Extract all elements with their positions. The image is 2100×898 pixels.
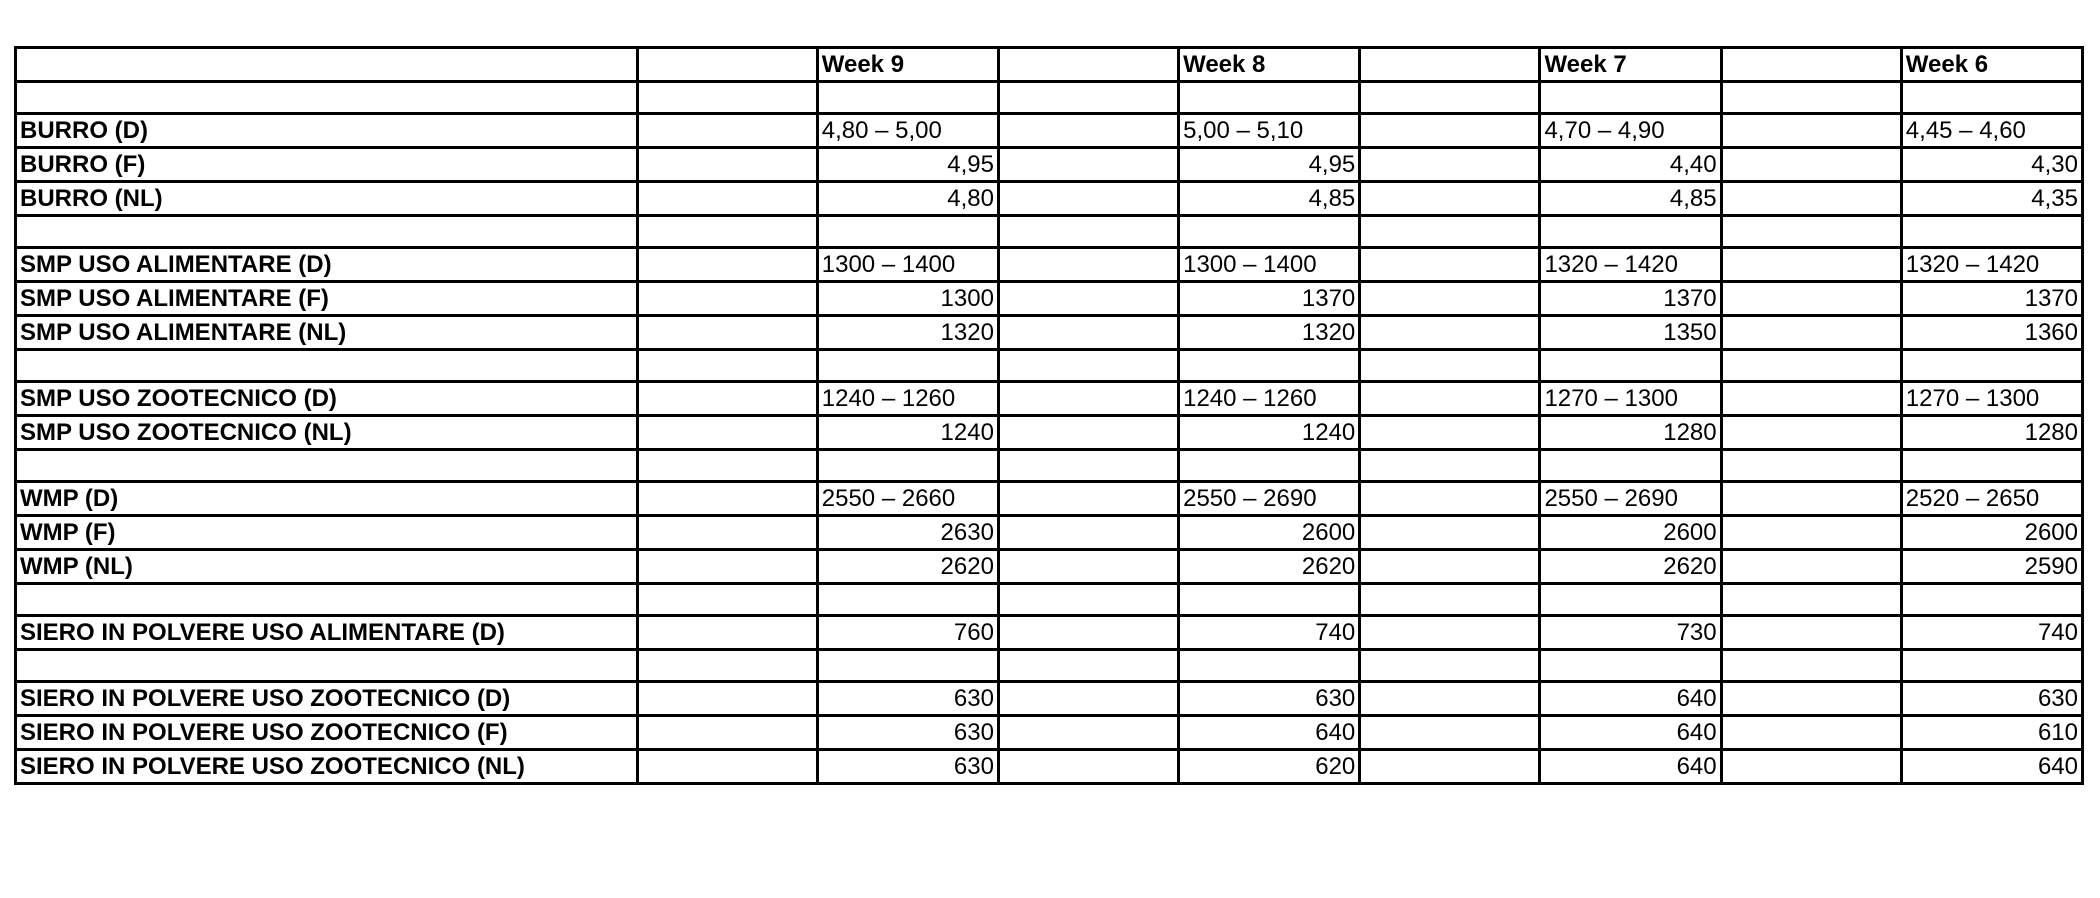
table-row xyxy=(16,114,2083,148)
price-cell: 640 xyxy=(1540,682,1721,716)
table-row xyxy=(16,248,2083,282)
gap-cell xyxy=(637,114,817,148)
gap-cell xyxy=(1360,516,1540,550)
header-gap-cell xyxy=(1360,48,1540,82)
price-cell: 2630 xyxy=(817,516,998,550)
empty-cell xyxy=(16,82,638,114)
price-cell: 730 xyxy=(1540,616,1721,650)
price-cell: 1270 – 1300 xyxy=(1540,382,1721,416)
empty-cell xyxy=(1901,82,2082,114)
empty-cell xyxy=(1360,584,1540,616)
gap-cell xyxy=(1360,248,1540,282)
gap-cell xyxy=(1721,282,1901,316)
gap-cell xyxy=(637,516,817,550)
product-label: SMP USO ZOOTECNICO (NL) xyxy=(16,416,638,450)
gap-cell xyxy=(998,516,1178,550)
empty-cell xyxy=(998,450,1178,482)
empty-cell xyxy=(1901,216,2082,248)
empty-cell xyxy=(1179,216,1360,248)
price-cell: 640 xyxy=(1901,750,2082,784)
gap-cell xyxy=(637,482,817,516)
empty-cell xyxy=(1179,82,1360,114)
price-cell: 2600 xyxy=(1901,516,2082,550)
gap-cell xyxy=(998,182,1178,216)
empty-cell xyxy=(998,584,1178,616)
table-row xyxy=(16,516,2083,550)
gap-cell xyxy=(1721,416,1901,450)
product-label: SIERO IN POLVERE USO ZOOTECNICO (F) xyxy=(16,716,638,750)
gap-cell xyxy=(637,148,817,182)
price-cell: 1240 xyxy=(817,416,998,450)
gap-cell xyxy=(998,248,1178,282)
empty-cell xyxy=(817,350,998,382)
empty-cell xyxy=(1721,450,1901,482)
empty-cell xyxy=(1721,82,1901,114)
price-cell: 4,35 xyxy=(1901,182,2082,216)
table-row xyxy=(16,682,2083,716)
price-cell: 1370 xyxy=(1540,282,1721,316)
gap-cell xyxy=(998,682,1178,716)
gap-cell xyxy=(637,316,817,350)
gap-cell xyxy=(1360,282,1540,316)
gap-cell xyxy=(1360,550,1540,584)
table-row xyxy=(16,282,2083,316)
price-cell: 2520 – 2650 xyxy=(1901,482,2082,516)
price-cell: 2550 – 2690 xyxy=(1540,482,1721,516)
gap-cell xyxy=(1721,114,1901,148)
empty-cell xyxy=(1179,450,1360,482)
table-body xyxy=(16,48,2083,784)
gap-cell xyxy=(637,382,817,416)
week-header: Week 9 xyxy=(817,48,998,82)
gap-cell xyxy=(637,616,817,650)
price-cell: 630 xyxy=(817,716,998,750)
empty-cell xyxy=(637,650,817,682)
empty-cell xyxy=(1540,650,1721,682)
empty-cell xyxy=(1540,350,1721,382)
price-cell: 4,70 – 4,90 xyxy=(1540,114,1721,148)
price-cell: 1240 xyxy=(1179,416,1360,450)
empty-cell xyxy=(998,82,1178,114)
gap-cell xyxy=(1721,182,1901,216)
price-cell: 1270 – 1300 xyxy=(1901,382,2082,416)
price-cell: 4,85 xyxy=(1179,182,1360,216)
price-cell: 630 xyxy=(1901,682,2082,716)
gap-cell xyxy=(637,550,817,584)
price-cell: 630 xyxy=(817,750,998,784)
gap-cell xyxy=(1360,114,1540,148)
gap-cell xyxy=(1721,550,1901,584)
gap-cell xyxy=(1360,482,1540,516)
empty-cell xyxy=(998,650,1178,682)
price-cell: 2600 xyxy=(1540,516,1721,550)
table-row xyxy=(16,550,2083,584)
gap-cell xyxy=(1721,382,1901,416)
empty-cell xyxy=(1179,584,1360,616)
price-cell: 620 xyxy=(1179,750,1360,784)
empty-cell xyxy=(1721,584,1901,616)
empty-cell xyxy=(1360,350,1540,382)
empty-cell xyxy=(16,216,638,248)
gap-cell xyxy=(998,550,1178,584)
gap-cell xyxy=(637,716,817,750)
price-cell: 1240 – 1260 xyxy=(817,382,998,416)
empty-cell xyxy=(1901,450,2082,482)
empty-cell xyxy=(16,584,638,616)
price-cell: 4,80 – 5,00 xyxy=(817,114,998,148)
price-cell: 1370 xyxy=(1901,282,2082,316)
spacer-row xyxy=(16,450,2083,482)
price-cell: 4,85 xyxy=(1540,182,1721,216)
empty-cell xyxy=(637,584,817,616)
price-cell: 640 xyxy=(1540,716,1721,750)
product-label: WMP (D) xyxy=(16,482,638,516)
price-cell: 4,45 – 4,60 xyxy=(1901,114,2082,148)
empty-cell xyxy=(1721,650,1901,682)
price-cell: 1300 – 1400 xyxy=(817,248,998,282)
spacer-row xyxy=(16,650,2083,682)
price-cell: 1320 – 1420 xyxy=(1901,248,2082,282)
table-row xyxy=(16,182,2083,216)
table-row xyxy=(16,616,2083,650)
empty-cell xyxy=(1540,216,1721,248)
price-cell: 640 xyxy=(1540,750,1721,784)
empty-cell xyxy=(817,650,998,682)
empty-cell xyxy=(1901,350,2082,382)
price-cell: 1370 xyxy=(1179,282,1360,316)
table-row xyxy=(16,382,2083,416)
product-label: WMP (F) xyxy=(16,516,638,550)
gap-cell xyxy=(1360,316,1540,350)
empty-cell xyxy=(1540,584,1721,616)
empty-cell xyxy=(1360,82,1540,114)
gap-cell xyxy=(998,316,1178,350)
product-label: BURRO (D) xyxy=(16,114,638,148)
price-cell: 2550 – 2660 xyxy=(817,482,998,516)
empty-cell xyxy=(1179,650,1360,682)
price-cell: 1280 xyxy=(1540,416,1721,450)
week-header: Week 6 xyxy=(1901,48,2082,82)
empty-cell xyxy=(998,216,1178,248)
gap-cell xyxy=(1721,316,1901,350)
price-cell: 4,95 xyxy=(1179,148,1360,182)
price-cell: 760 xyxy=(817,616,998,650)
price-cell: 4,40 xyxy=(1540,148,1721,182)
price-cell: 4,95 xyxy=(817,148,998,182)
price-cell: 610 xyxy=(1901,716,2082,750)
price-cell: 1300 xyxy=(817,282,998,316)
empty-cell xyxy=(637,350,817,382)
empty-cell xyxy=(1901,650,2082,682)
product-label: WMP (NL) xyxy=(16,550,638,584)
price-cell: 2600 xyxy=(1179,516,1360,550)
price-cell: 1320 xyxy=(817,316,998,350)
empty-cell xyxy=(1540,450,1721,482)
empty-cell xyxy=(637,82,817,114)
gap-cell xyxy=(998,716,1178,750)
product-label: SMP USO ALIMENTARE (F) xyxy=(16,282,638,316)
gap-cell xyxy=(998,750,1178,784)
gap-cell xyxy=(998,114,1178,148)
week-header: Week 8 xyxy=(1179,48,1360,82)
price-cell: 1350 xyxy=(1540,316,1721,350)
gap-cell xyxy=(637,282,817,316)
empty-cell xyxy=(637,216,817,248)
gap-cell xyxy=(1721,516,1901,550)
gap-cell xyxy=(1360,682,1540,716)
gap-cell xyxy=(1721,248,1901,282)
header-gap-cell xyxy=(998,48,1178,82)
empty-cell xyxy=(1360,450,1540,482)
product-label: SIERO IN POLVERE USO ZOOTECNICO (NL) xyxy=(16,750,638,784)
table-row xyxy=(16,716,2083,750)
empty-cell xyxy=(817,82,998,114)
gap-cell xyxy=(1721,716,1901,750)
gap-cell xyxy=(998,416,1178,450)
gap-cell xyxy=(637,750,817,784)
product-label: SMP USO ALIMENTARE (D) xyxy=(16,248,638,282)
empty-cell xyxy=(16,350,638,382)
gap-cell xyxy=(637,682,817,716)
empty-cell xyxy=(998,350,1178,382)
empty-cell xyxy=(1721,350,1901,382)
table-row xyxy=(16,416,2083,450)
price-cell: 4,80 xyxy=(817,182,998,216)
table-row xyxy=(16,482,2083,516)
empty-cell xyxy=(1360,216,1540,248)
gap-cell xyxy=(1721,148,1901,182)
gap-cell xyxy=(998,616,1178,650)
spacer-row xyxy=(16,216,2083,248)
gap-cell xyxy=(998,282,1178,316)
gap-cell xyxy=(1360,750,1540,784)
empty-cell xyxy=(16,650,638,682)
header-row xyxy=(16,48,2083,82)
price-cell: 2590 xyxy=(1901,550,2082,584)
gap-cell xyxy=(1360,616,1540,650)
price-table xyxy=(14,46,2084,785)
gap-cell xyxy=(1360,148,1540,182)
price-cell: 1280 xyxy=(1901,416,2082,450)
header-gap-cell xyxy=(637,48,817,82)
price-cell: 1360 xyxy=(1901,316,2082,350)
gap-cell xyxy=(1721,482,1901,516)
product-label: SMP USO ZOOTECNICO (D) xyxy=(16,382,638,416)
empty-cell xyxy=(1360,650,1540,682)
gap-cell xyxy=(1360,182,1540,216)
price-cell: 1240 – 1260 xyxy=(1179,382,1360,416)
product-label: SMP USO ALIMENTARE (NL) xyxy=(16,316,638,350)
price-cell: 2550 – 2690 xyxy=(1179,482,1360,516)
empty-cell xyxy=(16,450,638,482)
price-cell: 2620 xyxy=(1179,550,1360,584)
empty-cell xyxy=(1540,82,1721,114)
spacer-row xyxy=(16,584,2083,616)
empty-cell xyxy=(1721,216,1901,248)
price-cell: 640 xyxy=(1179,716,1360,750)
price-cell: 1300 – 1400 xyxy=(1179,248,1360,282)
product-label: SIERO IN POLVERE USO ZOOTECNICO (D) xyxy=(16,682,638,716)
gap-cell xyxy=(1360,382,1540,416)
price-cell: 4,30 xyxy=(1901,148,2082,182)
gap-cell xyxy=(1721,616,1901,650)
price-cell: 2620 xyxy=(817,550,998,584)
price-cell: 2620 xyxy=(1540,550,1721,584)
table-row xyxy=(16,316,2083,350)
spacer-row xyxy=(16,82,2083,114)
gap-cell xyxy=(637,182,817,216)
gap-cell xyxy=(1721,750,1901,784)
price-cell: 740 xyxy=(1901,616,2082,650)
table-row xyxy=(16,750,2083,784)
empty-cell xyxy=(1901,584,2082,616)
gap-cell xyxy=(998,482,1178,516)
gap-cell xyxy=(1721,682,1901,716)
price-cell: 740 xyxy=(1179,616,1360,650)
gap-cell xyxy=(637,416,817,450)
empty-cell xyxy=(1179,350,1360,382)
price-cell: 1320 – 1420 xyxy=(1540,248,1721,282)
product-label: BURRO (NL) xyxy=(16,182,638,216)
empty-cell xyxy=(817,216,998,248)
gap-cell xyxy=(1360,416,1540,450)
spacer-row xyxy=(16,350,2083,382)
empty-cell xyxy=(817,584,998,616)
product-label: SIERO IN POLVERE USO ALIMENTARE (D) xyxy=(16,616,638,650)
gap-cell xyxy=(998,148,1178,182)
price-cell: 5,00 – 5,10 xyxy=(1179,114,1360,148)
price-cell: 1320 xyxy=(1179,316,1360,350)
empty-cell xyxy=(637,450,817,482)
table-row xyxy=(16,148,2083,182)
price-cell: 630 xyxy=(1179,682,1360,716)
price-sheet xyxy=(14,46,2084,785)
price-cell: 630 xyxy=(817,682,998,716)
header-label-cell xyxy=(16,48,638,82)
week-header: Week 7 xyxy=(1540,48,1721,82)
product-label: BURRO (F) xyxy=(16,148,638,182)
header-gap-cell xyxy=(1721,48,1901,82)
gap-cell xyxy=(637,248,817,282)
gap-cell xyxy=(1360,716,1540,750)
empty-cell xyxy=(817,450,998,482)
gap-cell xyxy=(998,382,1178,416)
